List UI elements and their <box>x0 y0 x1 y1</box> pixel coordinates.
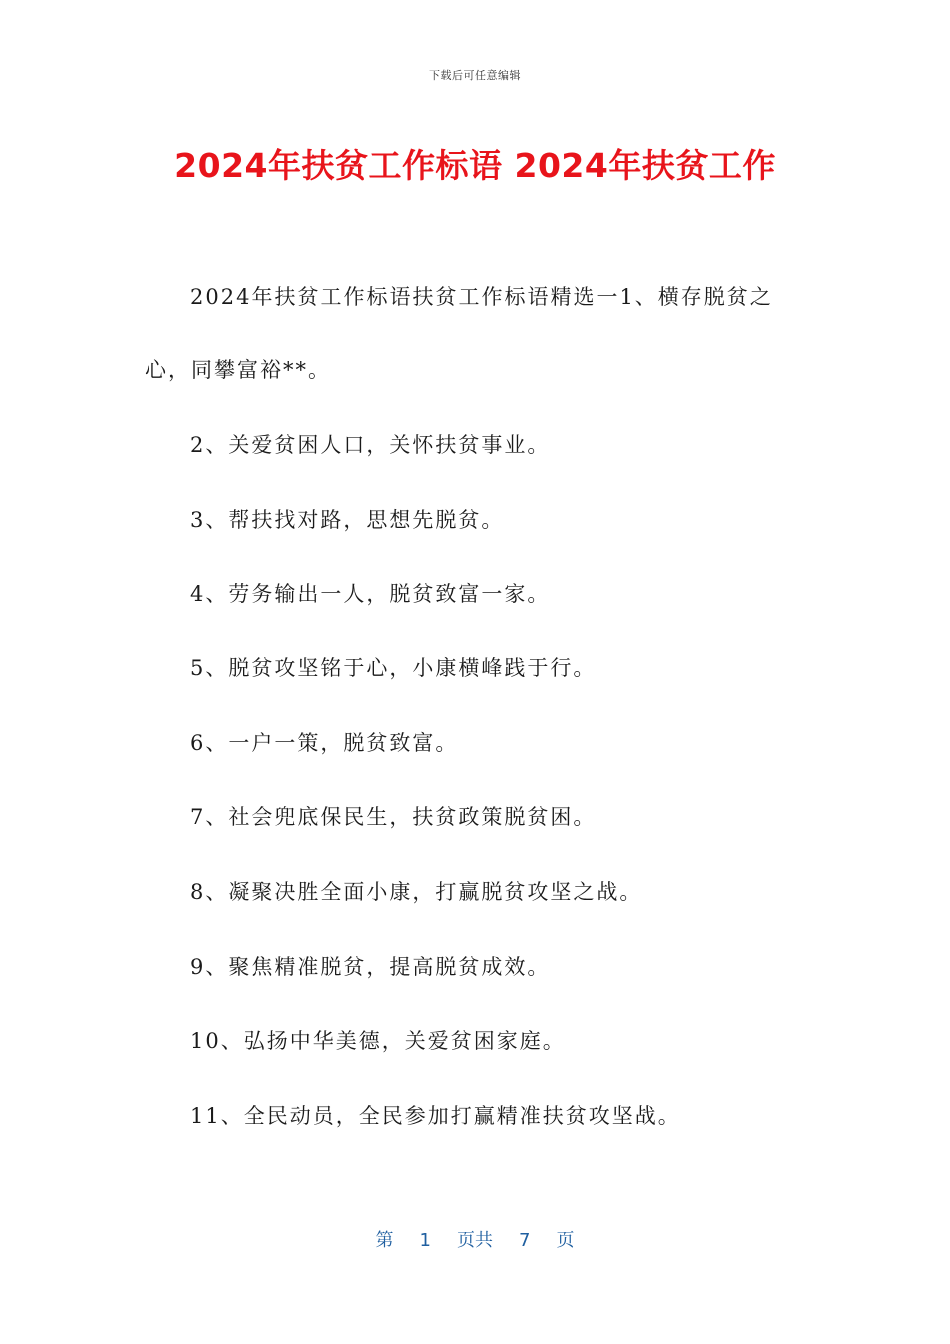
footer-total-pages: 7 <box>519 1230 531 1251</box>
slogan-item: 5、脱贫攻坚铭于心，小康横峰践于行。 <box>190 656 597 680</box>
intro-line-1: 2024年扶贫工作标语扶贫工作标语精选一1、横存脱贫之 <box>190 285 773 309</box>
slogan-item: 11、全民动员，全民参加打赢精准扶贫攻坚战。 <box>190 1104 681 1128</box>
slogan-item: 9、聚焦精准脱贫，提高脱贫成效。 <box>190 955 551 979</box>
slogan-item: 7、社会兜底保民生，扶贫政策脱贫困。 <box>190 805 597 829</box>
slogan-item: 10、弘扬中华美德，关爱贫困家庭。 <box>190 1029 566 1053</box>
slogan-item: 6、一户一策，脱贫致富。 <box>190 731 459 755</box>
slogan-item: 3、帮扶找对路，思想先脱贫。 <box>190 508 505 532</box>
footer-current-page: 1 <box>419 1230 431 1251</box>
header-note: 下载后可任意编辑 <box>429 69 521 82</box>
slogan-item: 2、关爱贫困人口，关怀扶贫事业。 <box>190 433 551 457</box>
footer-of-label: 页共 <box>457 1230 493 1251</box>
intro-line-2: 心，同攀富裕**。 <box>145 358 331 382</box>
footer-page-label: 第 <box>375 1230 394 1251</box>
slogan-item: 4、劳务输出一人，脱贫致富一家。 <box>190 582 551 606</box>
footer-end-label: 页 <box>556 1230 575 1251</box>
document-title: 2024年扶贫工作标语 2024年扶贫工作 <box>174 146 776 185</box>
slogan-item: 8、凝聚决胜全面小康，打赢脱贫攻坚之战。 <box>190 880 643 904</box>
page-footer <box>0 1226 950 1252</box>
